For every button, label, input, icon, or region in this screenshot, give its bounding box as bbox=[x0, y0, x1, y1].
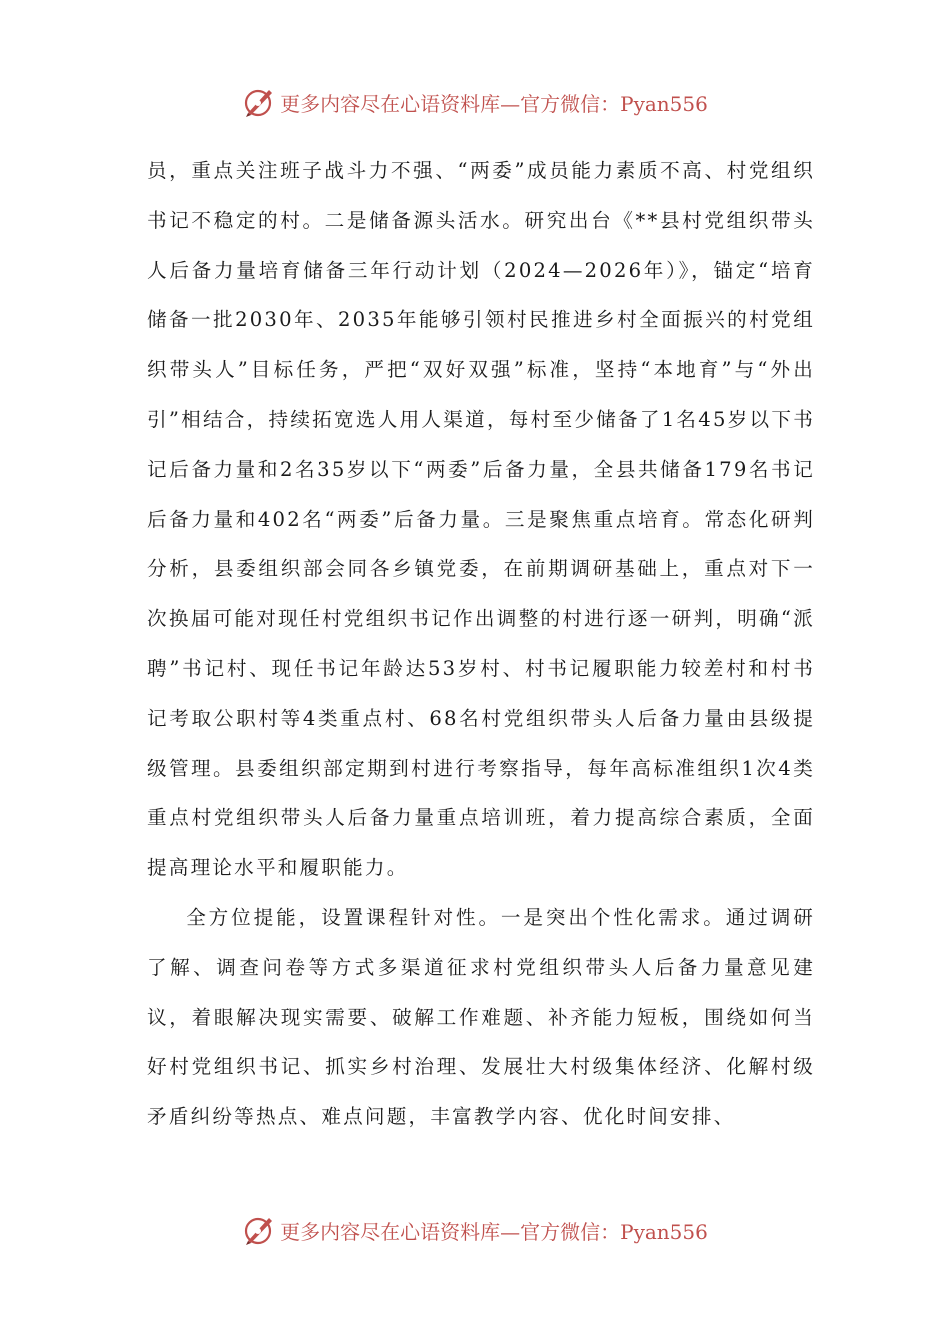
header-banner-text: 更多内容尽在心语资料库—官方微信：Pyan556 bbox=[280, 91, 708, 116]
paragraph-2: 全方位提能，设置课程针对性。一是突出个性化需求。通过调研了解、调查问卷等方式多渠道征求村党组织带头人后备力量意见建议，着眼解决现实需要、破解工作难题、补齐能力短板，围绕如何当好村党组织书记、抓实乡村治理、发展壮大村级集体经济、化解村级矛盾纠纷等热点、难点问题，丰富教学内容、优化时间安排、 bbox=[147, 905, 815, 1129]
paragraph-1: 员，重点关注班子战斗力不强、“两委”成员能力素质不高、村党组织书记不稳定的村。二是储备源头活水。研究出台《**县村党组织带头人后备力量培育储备三年行动计划（2024—2026年）》，锚定“培育储备一批2030年、2035年能够引领村民推进乡村全面振兴的村党组织带头人”目标任务，严把“双好双强”标准，坚持“本地育”与“外出引”相结合，持续拓宽选人用人渠道，每村至少储备了1名45岁以下书记后备力量和2名35岁以下“两委”后备力量，全县共储备179名书记后备力量和402名“两委”后备力量。三是聚焦重点培育。常态化研判分析，县委组织部会同各乡镇党委，在前期调研基础上，重点对下一次换届可能对现任村党组织书记作出调整的村进行逐一研判，明确“派聘”书记村、现任书记年龄达53岁村、村书记履职能力较差村和村书记考取公职村等4类重点村、68名村党组织带头人后备力量由县级提级管理。县委组织部定期到村进行考察指导，每年高标准组织1次4类重点村党组织带头人后备力量重点培训班，着力提高综合素质，全面提高理论水平和履职能力。 bbox=[147, 159, 815, 880]
header-banner bbox=[0, 82, 950, 122]
footer-banner-text: 更多内容尽在心语资料库—官方微信：Pyan556 bbox=[280, 1219, 708, 1244]
footer-banner bbox=[0, 1210, 950, 1250]
pen-circle-logo-icon bbox=[242, 1213, 276, 1247]
document-body bbox=[147, 146, 815, 1142]
pen-circle-logo-icon bbox=[242, 85, 276, 119]
